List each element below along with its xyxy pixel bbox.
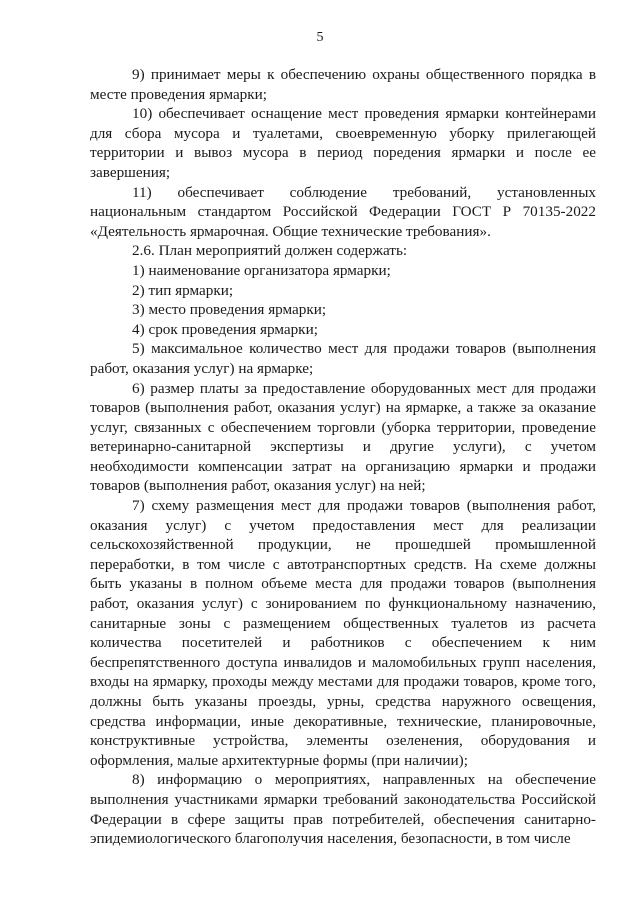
- paragraph-item-10-waste-containers: 10) обеспечивает оснащение мест проведения ярмарки контейнерами для сбора мусора и туалетами, своевременную уборку прилегающей территории и вывоз мусора в период поредения ярмарки и после ее завершения;: [90, 105, 596, 181]
- paragraph-plan-item-7-layout-scheme: 7) схему размещения мест для продажи товаров (выполнения работ, оказания услуг) с учетом предоставления мест для реализации сельскохозяйственной продукции, не прошедшей промышленной переработки, в том числе с автотранспортных средств. На схеме должны быть указаны в полном объеме места для продажи товаров (выполнения работ, оказания услуг) с зонированием по функциональному назначению, санитарные зоны с размещением общественных туалетов из расчета количества посетителей и работников с обеспечением к ним беспрепятственного доступа инвалидов и маломобильных групп населения, входы на ярмарку, проходы между местами для продажи товаров, кроме того, должны быть указаны проезды, урны, средства наружного освещения, средства информации, иные декоративные, технические, планировочные, конструктивные устройства, элементы озеленения, оборудования и оформления, малые архитектурные формы (при наличии);: [90, 497, 596, 769]
- paragraph-plan-item-3-location: 3) место проведения ярмарки;: [132, 301, 327, 319]
- body-text: [90, 65, 596, 849]
- paragraph-item-9-security: 9) принимает меры к обеспечению охраны общественного порядка в месте проведения ярмарки;: [90, 66, 596, 103]
- paragraph-plan-item-5-max-places: 5) максимальное количество мест для продажи товаров (выполнения работ, оказания услуг) на ярмарке;: [90, 340, 596, 377]
- page-number: 5: [316, 30, 324, 45]
- paragraph-plan-item-6-fees: 6) размер платы за предоставление оборудованных мест для продажи товаров (выполнения работ, оказания услуг) на ярмарке, а также за оказание услуг, связанных с обеспечением торговли (уборка территории, проведение ветеринарно-санитарной экспертизы и другие услуги), с учетом необходимости компенсации затрат на организацию ярмарки и продажи товаров (выполнения работ, оказания услуг) на ней;: [90, 379, 596, 495]
- paragraph-plan-item-8-compliance-measures: 8) информацию о мероприятиях, направленных на обеспечение выполнения участниками ярмарки требований законодательства Российской Федерации в сфере защиты прав потребителей, обеспечения санитарно-эпидемиологического благополучия населения, безопасности, в том числе: [90, 771, 596, 848]
- paragraph-item-11-gost-compliance: 11) обеспечивает соблюдение требований, установленных национальным стандартом Российской Федерации ГОСТ Р 70135-2022 «Деятельность ярмарочная. Общие технические требования».: [90, 183, 596, 240]
- paragraph-plan-item-2-fair-type: 2) тип ярмарки;: [132, 281, 234, 299]
- paragraph-section-2-6-heading: 2.6. План мероприятий должен содержать:: [132, 242, 408, 260]
- paragraph-plan-item-4-duration: 4) срок проведения ярмарки;: [132, 320, 318, 338]
- paragraph-plan-item-1-organizer: 1) наименование организатора ярмарки;: [132, 261, 391, 279]
